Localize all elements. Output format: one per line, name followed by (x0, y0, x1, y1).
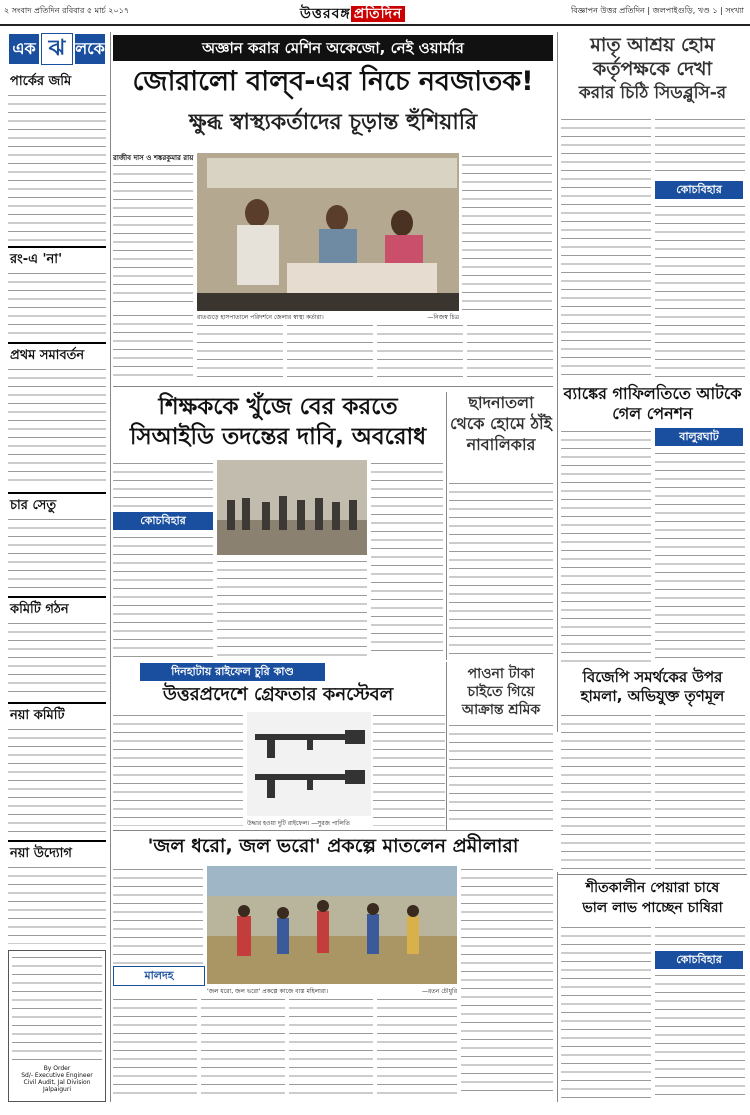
chhadnatala-col (449, 480, 553, 660)
masthead-prefix: উত্তরবঙ্গ (300, 6, 351, 22)
lead-subhead: ক্ষুব্ধ স্বাস্থ্যকর্তাদের চূড়ান্ত হুঁশিয়ারি (188, 110, 478, 135)
sidebar-head-5: কমিটি গঠন (10, 602, 69, 617)
pension-col-1 (561, 428, 651, 664)
divider (8, 840, 106, 842)
jal-credit: —রতন চৌধুরি (421, 988, 457, 995)
lead-photo (197, 153, 459, 311)
peyara-tag: কোচবিহার (655, 951, 743, 969)
divider (8, 492, 106, 494)
peyara-headline (560, 878, 745, 918)
lead-col-5 (467, 322, 553, 380)
peyara-col-2b (655, 972, 745, 1098)
sidebar-body-7 (8, 864, 106, 944)
ek-jhalke-logo (8, 33, 106, 65)
cid-photo (217, 460, 367, 555)
dinhata-headline: উত্তরপ্রদেশে গ্রেফতার কনস্টেবল (162, 684, 394, 705)
dinhata-col-3 (373, 712, 445, 826)
jal-col-b4 (377, 996, 457, 1098)
jal-photo-workers (207, 866, 457, 984)
column-divider (446, 662, 447, 830)
masthead-main: প্রতিদিন (351, 6, 406, 22)
column-divider (446, 392, 447, 660)
rifle-photo (247, 712, 371, 816)
cid-col-1a (113, 460, 213, 510)
photo-credit: —নিজস্ব চিত্র (427, 314, 459, 321)
matri-col-1 (561, 116, 651, 378)
divider (8, 702, 106, 704)
sidebar-body-5 (8, 620, 106, 698)
paona-headline: পাওনা টাকা চাইতে গিয়ে আক্রান্ত শ্রমিক (461, 666, 541, 718)
matri-line-3: করার চিঠি সিডব্লুসি-র (578, 83, 727, 103)
matri-col-2a (655, 116, 745, 178)
divider (113, 830, 553, 831)
sidebar-head-3: প্রথম সমাবর্তন (10, 348, 85, 363)
matri-col-2b (655, 203, 745, 378)
pension-col-2 (655, 450, 745, 664)
logo-part-1: এক (8, 33, 40, 65)
bjp-col-2 (655, 712, 745, 872)
cid-headline (113, 392, 443, 452)
cid-col-3 (371, 460, 443, 658)
chhadnatala-headline: ছাদনাতলা থেকে হোমে ঠাঁই নাবালিকার (450, 393, 552, 454)
masthead (300, 2, 405, 26)
jal-col-b2 (201, 996, 285, 1098)
lead-kicker: অজ্ঞান করার মেশিন অকেজো, নেই ওয়ার্মার (113, 35, 553, 61)
jal-photo (207, 866, 457, 984)
rifle-icon (247, 712, 371, 816)
bjp-col-1 (561, 712, 651, 872)
lead-col-4 (377, 322, 463, 380)
page-header (0, 0, 750, 26)
cid-line-2: সিআইডি তদন্তের দাবি, অবরোধ (129, 424, 427, 450)
matri-tag: কোচবিহার (655, 181, 743, 199)
jal-col-right (461, 866, 553, 1098)
sidebar-head-7: নয়া উদ্যোগ (10, 846, 72, 861)
lead-col-1b (113, 312, 193, 380)
lead-photo-figures (197, 153, 459, 311)
sidebar-body-1 (8, 92, 106, 242)
matri-line-2: কর্তৃপক্ষকে দেখা (592, 58, 713, 80)
lead-col-right (462, 153, 552, 313)
cid-col-2 (217, 558, 367, 658)
pension-tag: বালুরঘাট (655, 428, 743, 446)
pension-headline: ব্যাঙ্কের গাফিলতিতে আটকে গেল পেনশন (563, 384, 742, 423)
sidebar-body-6 (8, 726, 106, 836)
dinhata-col-1 (113, 712, 243, 826)
divider (8, 342, 106, 344)
sidebar-body-2 (8, 270, 106, 338)
cid-line-1: শিক্ষককে খুঁজে বের করতে (158, 394, 398, 420)
matri-headline (560, 33, 745, 105)
notice-text (12, 954, 102, 1062)
notice-footer: By Order Sd/- Executive Engineer Civil Audit, Jal Division Jalpaiguri (21, 1065, 93, 1093)
lead-col-1 (113, 162, 193, 308)
tender-notice (8, 950, 106, 1102)
divider (113, 386, 553, 387)
logo-part-3: লকে (74, 33, 106, 65)
jal-caption: 'জল ধরো, জল ভরো' প্রকল্পে কাজে ব্যস্ত মহিলারা। (207, 988, 329, 995)
peyara-line-2: ভাল লাভ পাচ্ছেন চাষিরা (582, 900, 723, 916)
peyara-line-1: শীতকালীন পেয়ারা চাষে (585, 880, 720, 896)
header-right: বিজ্ঞাপন উত্তর প্রতিদিন | জলপাইগুড়ি, খণ্ড ১ | সংখ্যা (570, 6, 744, 15)
matri-line-1: মাতৃ আশ্রয় হোম (590, 34, 715, 56)
sidebar-head-6: নয়া কমিটি (10, 708, 65, 723)
sidebar-head-2: রং-এ 'না' (10, 252, 63, 267)
sidebar-head-1: পার্কের জমি (10, 74, 72, 89)
jal-col-b3 (289, 996, 373, 1098)
lead-byline: রাজীব দাস ও শঙ্করকুমার রায় (113, 154, 194, 162)
sidebar-head-4: চার সেতু (10, 498, 57, 513)
jal-tag: মালদহ (113, 966, 205, 986)
jal-headline: 'জল ধরো, জল ভরো' প্রকল্পে মাতলেন প্রমীলারা (147, 835, 519, 857)
lead-headline: জোরালো বাল্‌ব-এর নিচে নবজাতক! (132, 66, 534, 97)
cid-photo-crowd (217, 460, 367, 555)
dinhata-banner: দিনহাটায় রাইফেল চুরি কাণ্ড (140, 663, 325, 681)
peyara-col-1 (561, 924, 651, 1098)
logo-part-2: ঝ (41, 33, 73, 65)
sidebar-body-4 (8, 516, 106, 592)
caption-text: রাতগুড়ে হাসপাতালে পরিদর্শনে জেলার স্বাস্থ্য কর্তারা। (197, 314, 324, 321)
paona-col (449, 722, 553, 826)
jal-col-1a (113, 866, 203, 964)
lead-col-3 (287, 322, 373, 380)
cid-tag: কোচবিহার (113, 512, 213, 530)
lead-col-2 (197, 322, 283, 380)
header-date: ২ সংবাদ প্রতিদিন রবিবার ৫ মার্চ ২০১৭ (4, 6, 130, 15)
divider (8, 246, 106, 248)
bjp-headline: বিজেপি সমর্থকের উপর হামলা, অভিযুক্ত তৃণমূল (580, 668, 725, 705)
peyara-col-2a (655, 924, 745, 948)
rifle-caption: উদ্ধার হওয়া দুটি রাইফেল। —সুরজ পালিতি (247, 820, 351, 827)
divider (557, 874, 747, 875)
column-divider (557, 872, 558, 1102)
cid-col-1b (113, 534, 213, 658)
divider (8, 596, 106, 598)
column-divider (557, 32, 558, 732)
jal-col-b1 (113, 996, 197, 1098)
sidebar-body-3 (8, 366, 106, 488)
